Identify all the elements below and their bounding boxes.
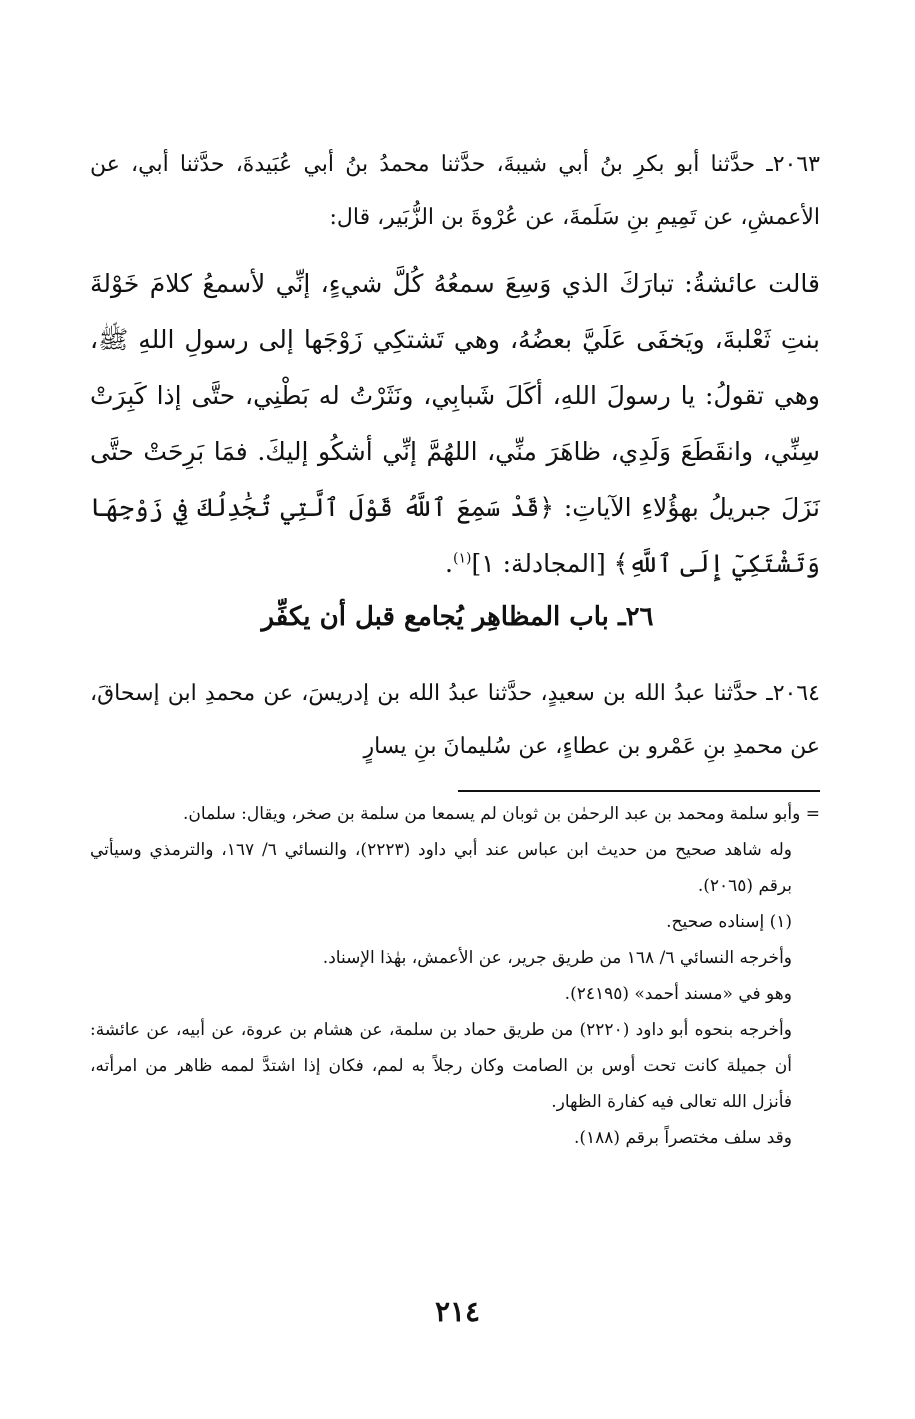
footnote-line: وأخرجه النسائي ٦/ ١٦٨ من طريق جرير، عن الأعمش، بهٰذا الإسناد.	[322, 948, 792, 968]
footnote-line: وقد سلف مختصراً برقم (١٨٨).	[573, 1128, 792, 1148]
hadith-2063-end: .	[445, 549, 453, 578]
verse-reference: [المجادلة: ١]	[471, 549, 606, 578]
footnotes-section	[90, 796, 820, 1156]
quran-verse: ﴿قَدْ سَمِعَ ٱللَّهُ قَوْلَ ٱلَّتِي تُجَٰدِلُكَ فِي زَوْجِهَا وَتَشْتَكِيٓ إِلَى ٱللَّهِ﴾	[90, 493, 820, 578]
footnote-line: وهو في «مسند أحمد» (٢٤١٩٥).	[564, 984, 792, 1004]
page-number: ٢١٤	[434, 1295, 481, 1328]
hadith-2063-matn	[90, 256, 820, 592]
footnote-line: وأخرجه بنحوه أبو داود (٢٢٢٠) من طريق حماد بن سلمة، عن هشام بن عروة، عن أبيه، عن عائشة: أن جميلة كانت تحت أوس بن الصامت وكان رجلاً به لمم، فكان إذا اشتدَّ لممه ظاهر من امرأته، فأنزل الله تعالى فيه كفارة الظهار.	[90, 1020, 792, 1112]
footnote-divider	[458, 790, 820, 792]
footnote-line: = وأبو سلمة ومحمد بن عبد الرحمٰن بن ثوبان لم يسمعا من سلمة بن صخر، ويقال: سلمان.	[183, 804, 820, 824]
hadith-2064-isnad	[90, 667, 820, 773]
hadith-2063-isnad-text: ٢٠٦٣ـ حدَّثنا أبو بكرِ بنُ أبي شيبةَ، حدَّثنا محمدُ بنُ أبي عُبَيدةَ، حدَّثنا أبي، عن الأعمشِ، عن تَمِيمِ بنِ سَلَمةَ، عن عُرْوةَ بن الزُّبَير، قال:	[90, 152, 820, 230]
hadith-2063-isnad	[90, 138, 820, 244]
chapter-heading	[0, 592, 915, 642]
footnote-line: (١) إسناده صحيح.	[666, 912, 792, 932]
footnote-line: وله شاهد صحيح من حديث ابن عباس عند أبي داود (٢٢٢٣)، والنسائي ٦/ ١٦٧، والترمذي وسيأتي برقم (٢٠٦٥).	[90, 840, 793, 896]
hadith-2063-matn-text: قالت عائشةُ: تبارَكَ الذي وَسِعَ سمعُهُ كُلَّ شيءٍ، إنِّي لأسمعُ كلامَ خَوْلةَ بنتِ ثَعْلبةَ، ويَخفَى عَلَيَّ بعضُهُ، وهي تَشتكِي زَوْجَها إلى رسولِ اللهِ ﷺ، وهي تقولُ: يا رسولَ اللهِ، أكَلَ شَبابِي، ونَثَرْتُ له بَطْنِي، حتَّى إذا كَبِرَتْ سِنِّي، وانقَطَعَ وَلَدِي، ظاهَرَ منِّي، اللهُمَّ إنِّي أشكُو إليكَ. فمَا بَرِحَتْ حتَّى نَزَلَ جبريلُ بهؤُلاءِ الآياتِ:	[90, 269, 820, 522]
chapter-title: ٢٦ـ باب المظاهِر يُجامع قبل أن يكفِّر	[261, 602, 654, 632]
footnote-marker: (١)	[452, 550, 472, 567]
hadith-2064-isnad-text: ٢٠٦٤ـ حدَّثنا عبدُ الله بن سعيدٍ، حدَّثنا عبدُ الله بن إدريسَ، عن محمدِ ابن إسحاقَ، عن محمدِ بنِ عَمْرو بن عطاءٍ، عن سُليمانَ بنِ يسارٍ	[90, 681, 820, 759]
